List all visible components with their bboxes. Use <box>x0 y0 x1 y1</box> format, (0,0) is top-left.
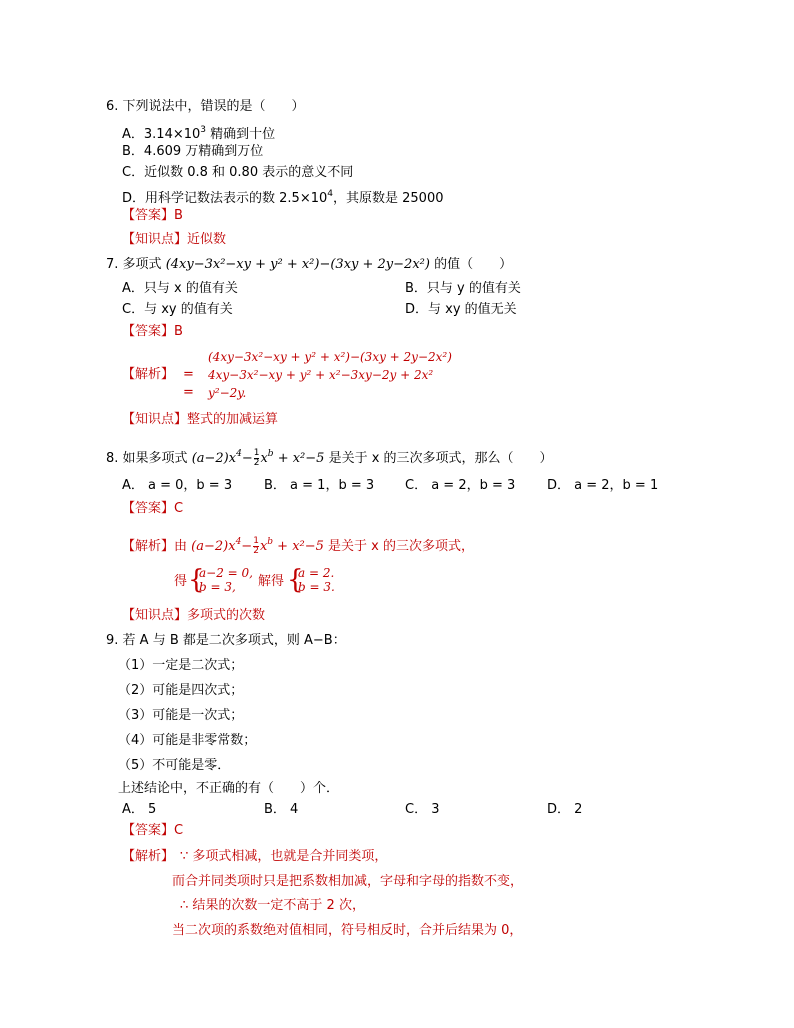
q9-stem: 9. 若 A 与 B 都是二次多项式，则 A−B： <box>106 633 346 648</box>
q9-option-b: B． 4 <box>264 802 299 817</box>
q7-expression: (4xy−3x²−xy + y² + x²)−(3xy + 2y−2x²) <box>165 257 430 272</box>
q9-item-3: （3）可能是一次式； <box>118 708 244 723</box>
q7-analysis-line-2: 4xy−3x²−xy + y² + x²−3xy−2y + 2x² <box>208 368 434 382</box>
q8-get-label: 得 <box>174 574 188 589</box>
q7-option-a: A．只与 x 的值有关 <box>122 281 238 296</box>
q9-option-a: A． 5 <box>122 802 157 817</box>
q6-answer: 【答案】B <box>122 208 183 223</box>
q9-option-c: C． 3 <box>405 802 440 817</box>
q9-analysis-line-3: ∴ 结果的次数一定不高于 2 次， <box>180 898 365 913</box>
q8-option-d: D． a = 2，b = 1 <box>547 478 659 493</box>
q8-system-brace-1: { <box>188 565 205 595</box>
q8-solve-label: 解得 <box>258 574 285 589</box>
q8-stem: 8. 如果多项式 $(a-2)x^4-$ $\frac{1}{2}$ $x^b + x^2-5$ 是关于 x 的三次多项式，那么（ ） <box>106 448 553 468</box>
q6-option-c: C．近似数 0.8 和 0.80 表示的意义不同 <box>122 165 354 180</box>
q8-option-b: B． a = 1，b = 3 <box>264 478 375 493</box>
q7-option-c: C．与 xy 的值有关 <box>122 302 233 317</box>
q9-answer: 【答案】C <box>122 823 184 838</box>
q6-stem: 6. 下列说法中，错误的是（ ） <box>106 99 305 114</box>
q9-item-1: （1）一定是二次式； <box>118 658 244 673</box>
q9-item-5: （5）不可能是零． <box>118 758 231 773</box>
q8-knowledge: 【知识点】多项式的次数 <box>122 608 266 623</box>
q9-analysis-line-1: ∵ 多项式相减，也就是合并同类项， <box>180 849 388 864</box>
q6-option-d: D．用科学记数法表示的数 $2.5\times 10^4$，其原数是 25000 <box>122 189 444 206</box>
q9-question: 上述结论中，不正确的有（ ）个． <box>118 781 340 796</box>
q7-knowledge: 【知识点】整式的加减运算 <box>122 412 279 427</box>
q8-analysis: 【解析】由 $(a-2)x^4-$ $\frac{1}{2}$ $x^b + x^2-5$ 是关于 x 的三次多项式， <box>122 536 475 556</box>
q7-analysis-line-3: y²−2y. <box>208 386 247 400</box>
q7-analysis-tag: 【解析】 <box>122 367 175 382</box>
q8-system-brace-2: { <box>287 565 304 595</box>
q8-answer: 【答案】C <box>122 501 184 516</box>
q9-item-4: （4）可能是非零常数； <box>118 733 257 748</box>
q6-knowledge: 【知识点】近似数 <box>122 232 227 247</box>
q8-system-2: a = 2. b = 3. <box>298 566 335 594</box>
q6-option-a: A．$3.14\times 10^3$ 精确到十位 <box>122 125 276 142</box>
q6-option-b: B．4.609 万精确到万位 <box>122 144 264 159</box>
q8-option-c: C． a = 2，b = 3 <box>405 478 516 493</box>
q8-system-1: a−2 = 0, b = 3, <box>199 566 253 594</box>
q7-answer: 【答案】B <box>122 324 183 339</box>
q7-analysis-line-1: (4xy−3x²−xy + y² + x²)−(3xy + 2y−2x²) <box>208 350 452 364</box>
q9-option-d: D． 2 <box>547 802 583 817</box>
q7-stem: 7. 多项式 (4xy−3x²−xy + y² + x²)−(3xy + 2y−2x²) 的值（ ） <box>106 257 513 272</box>
q9-analysis-line-2: 而合并同类项时只是把系数相加减，字母和字母的指数不变， <box>172 874 524 889</box>
q8-fraction: $\frac{1}{2}$ <box>253 448 260 468</box>
q9-item-2: （2）可能是四次式； <box>118 683 244 698</box>
q9-analysis-tag: 【解析】 <box>122 849 175 864</box>
q7-option-d: D．与 xy 的值无关 <box>405 302 517 317</box>
q7-option-b: B．只与 y 的值有关 <box>405 281 521 296</box>
q7-equals-1: = <box>183 367 194 382</box>
q9-analysis-line-4: 当二次项的系数绝对值相同，符号相反时，合并后结果为 0， <box>172 923 523 938</box>
q7-equals-2: = <box>183 385 194 400</box>
q8-option-a: A． a = 0，b = 3 <box>122 478 233 493</box>
